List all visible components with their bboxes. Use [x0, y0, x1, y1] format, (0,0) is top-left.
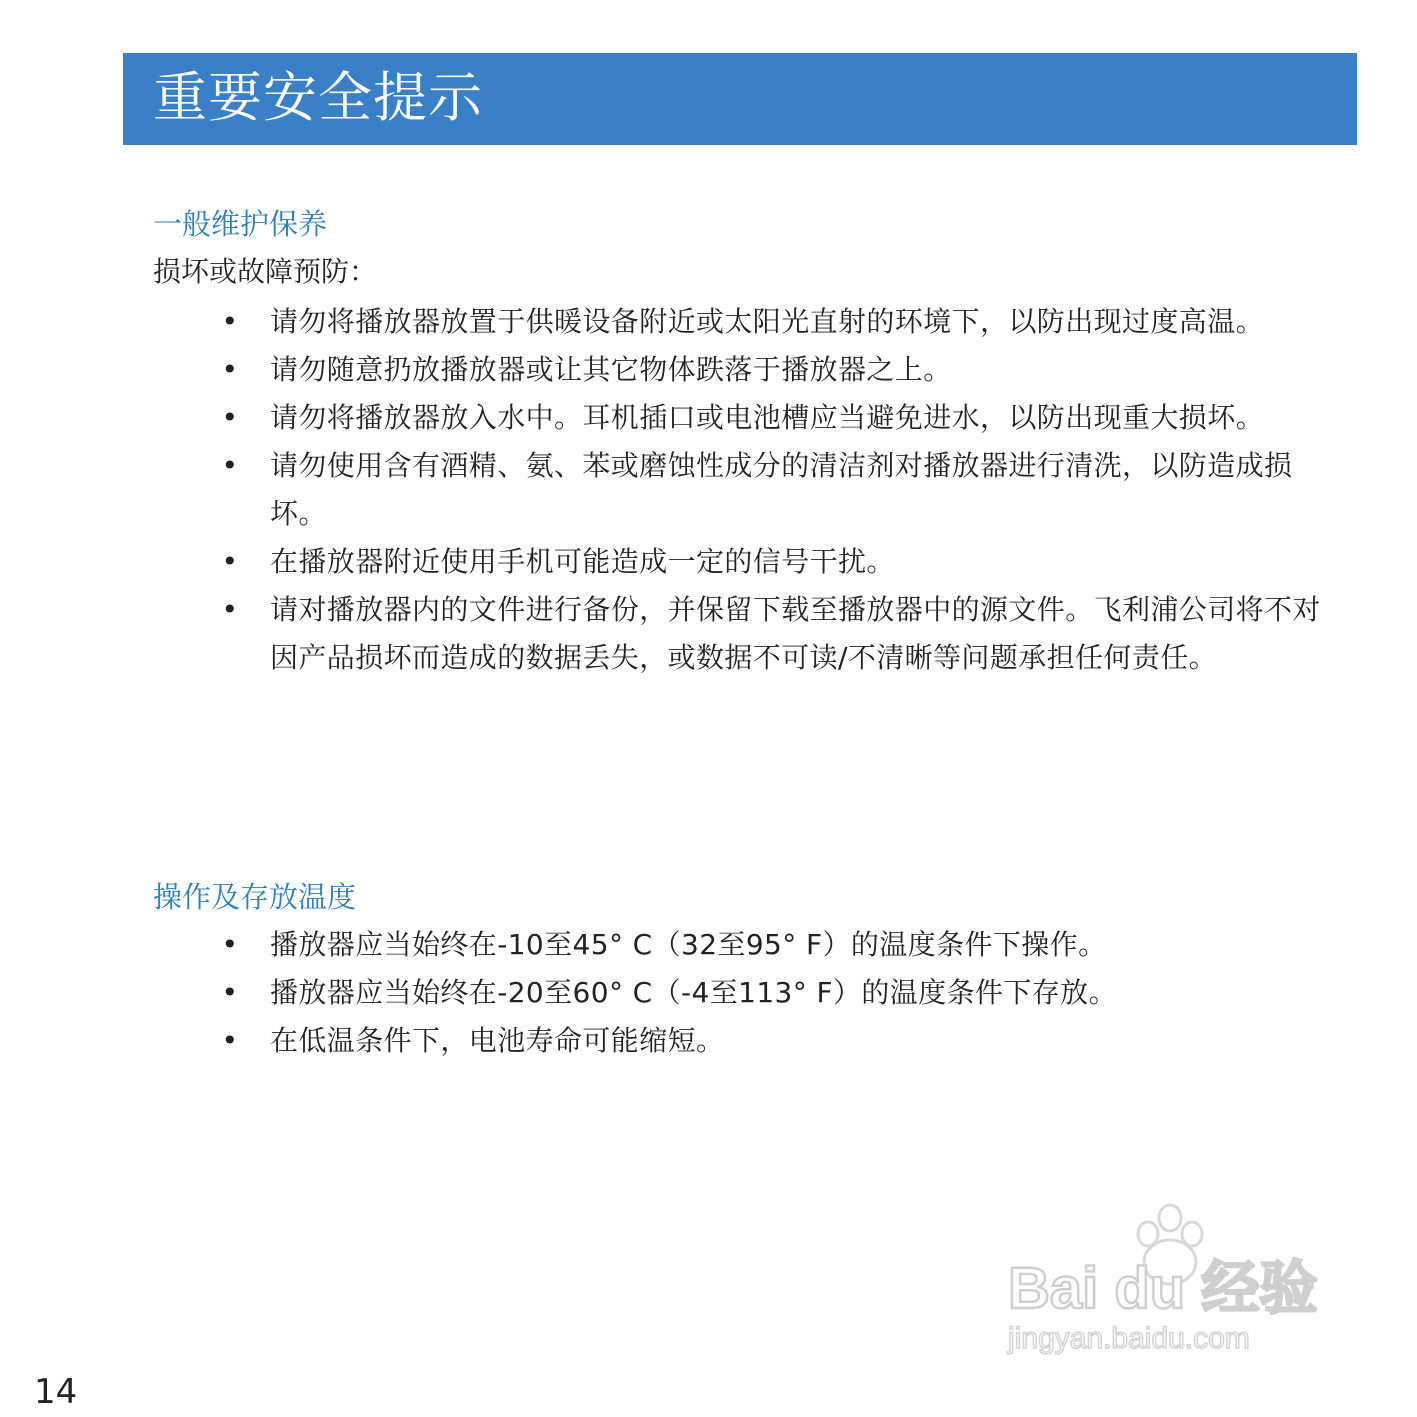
bullet-icon: • [221, 545, 239, 578]
maintenance-list [210, 298, 1330, 682]
list-item [210, 394, 1330, 442]
baidu-jingyan-watermark [1000, 1200, 1340, 1370]
bullet-icon: • [221, 449, 239, 482]
list-item [210, 586, 1330, 682]
page-number: 14 [34, 1372, 78, 1412]
section-heading-maintenance: 一般维护保养 [153, 207, 328, 241]
bullet-icon: • [221, 976, 239, 1009]
list-item-text: 播放器应当始终在-10至45° C（32至95° F）的温度条件下操作。 [270, 928, 1107, 961]
list-item-text: 请勿将播放器放置于供暖设备附近或太阳光直射的环境下，以防出现过度高温。 [270, 305, 1265, 338]
list-item [210, 969, 1330, 1017]
list-item-text: 在播放器附近使用手机可能造成一定的信号干扰。 [270, 545, 895, 578]
list-item [210, 298, 1330, 346]
list-item [210, 538, 1330, 586]
bullet-icon: • [221, 1024, 239, 1057]
list-item-text: 请对播放器内的文件进行备份，并保留下载至播放器中的源文件。飞利浦公司将不对因产品损坏而造成的数据丢失，或数据不可读/不清晰等问题承担任何责任。 [270, 593, 1321, 674]
list-item-text: 播放器应当始终在-20至60° C（-4至113° F）的温度条件下存放。 [270, 976, 1117, 1009]
section-subheading-damage-prevention: 损坏或故障预防： [153, 255, 378, 288]
watermark-url-text: jingyan.baidu.com [1008, 1322, 1250, 1355]
page-title: 重要安全提示 [153, 66, 483, 129]
bullet-icon: • [221, 928, 239, 961]
bullet-icon: • [221, 593, 239, 626]
list-item-text: 在低温条件下，电池寿命可能缩短。 [270, 1024, 725, 1057]
bullet-icon: • [221, 401, 239, 434]
list-item-text: 请勿随意扔放播放器或让其它物体跌落于播放器之上。 [270, 353, 952, 386]
list-item [210, 1017, 1330, 1065]
list-item [210, 921, 1330, 969]
list-item-text: 请勿将播放器放入水中。耳机插口或电池槽应当避免进水，以防出现重大损坏。 [270, 401, 1265, 434]
bullet-icon: • [221, 353, 239, 386]
section-heading-temperature: 操作及存放温度 [153, 880, 357, 914]
temperature-list [210, 921, 1330, 1065]
list-item-text: 请勿使用含有酒精、氨、苯或磨蚀性成分的清洁剂对播放器进行清洗，以防造成损坏。 [270, 449, 1293, 530]
bullet-icon: • [221, 305, 239, 338]
list-item [210, 346, 1330, 394]
watermark-brand-text: Bai du 经验 [1008, 1256, 1318, 1321]
list-item [210, 442, 1330, 538]
